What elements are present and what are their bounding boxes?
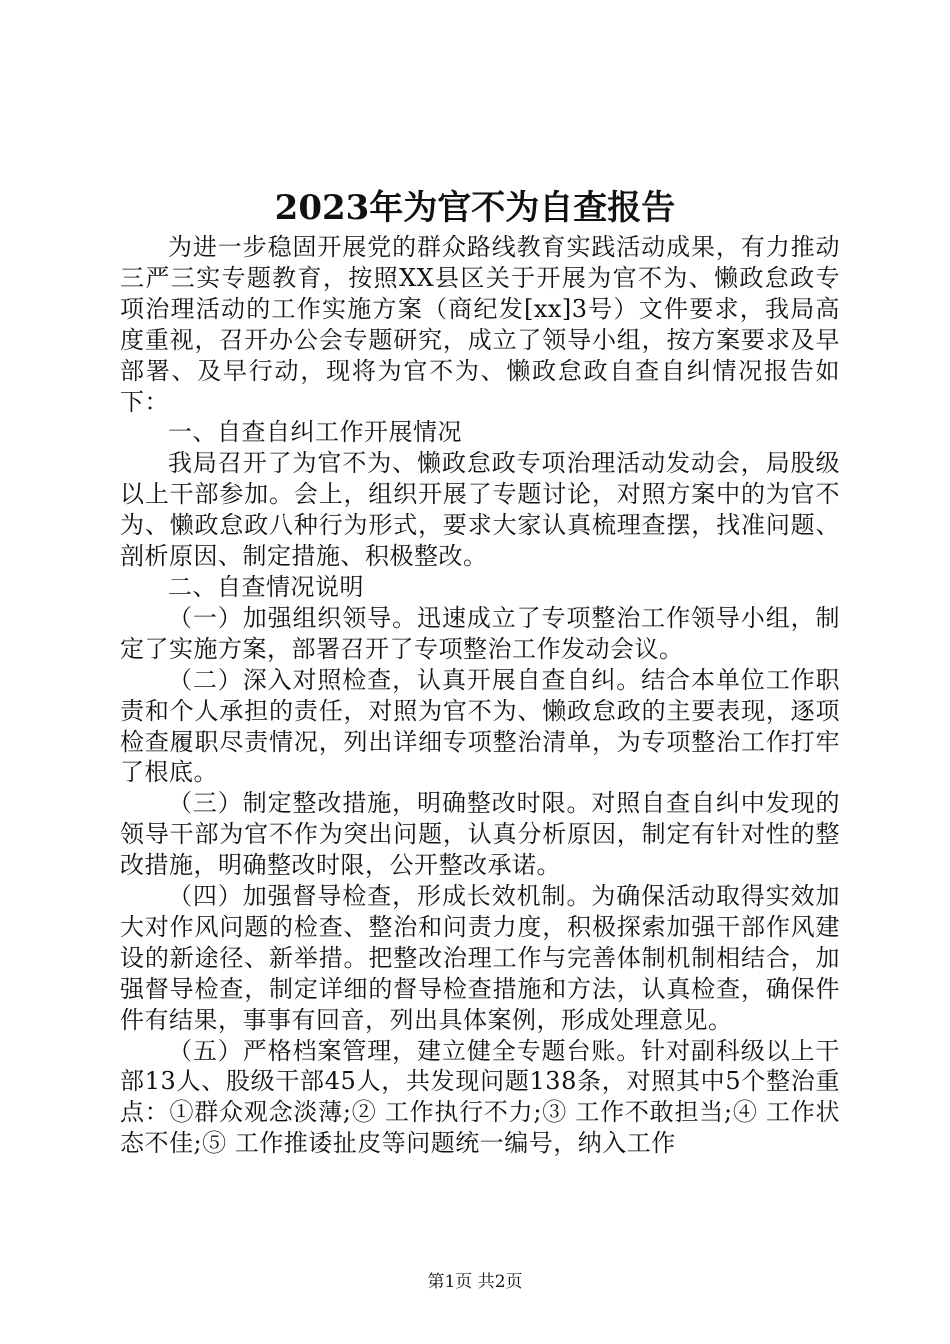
document-title: 2023年为官不为自查报告 xyxy=(274,188,676,228)
paragraph-item-5: （五）严格档案管理，建立健全专题台账。针对副科级以上干部13人、股级干部45人，共发现问题138条，对照其中5个整治重点：①群众观念淡薄;② 工作执行不力;③ 工作不敢担当;④ 工作状态不佳;⑤ 工作推诿扯皮等问题统一编号，纳入工作 xyxy=(120,1036,840,1158)
paragraph-item-1: （一）加强组织领导。迅速成立了专项整治工作领导小组，制定了实施方案，部署召开了专项整治工作发动会议。 xyxy=(120,603,840,663)
paragraph-intro: 为进一步稳固开展党的群众路线教育实践活动成果，有力推动三严三实专题教育，按照XX县区关于开展为官不为、懒政怠政专项治理活动的工作实施方案（商纪发[xx]3号）文件要求，我局高度重视，召开办公会专题研究，成立了领导小组，按方案要求及早部署、及早行动，现将为官不为、懒政怠政自查自纠情况报告如下： xyxy=(120,233,840,416)
document-body xyxy=(120,232,840,1159)
paragraph-item-2: （二）深入对照检查，认真开展自查自纠。结合本单位工作职责和个人承担的责任，对照为官不为、懒政怠政的主要表现，逐项检查履职尽责情况，列出详细专项整治清单，为专项整治工作打牢了根底。 xyxy=(120,665,840,787)
paragraph-item-3: （三）制定整改措施，明确整改时限。对照自查自纠中发现的领导干部为官不作为突出问题，认真分析原因，制定有针对性的整改措施，明确整改时限，公开整改承诺。 xyxy=(120,789,840,880)
page-number-footer: 第1页 共2页 xyxy=(427,1272,523,1292)
paragraph-item-4: （四）加强督导检查，形成长效机制。为确保活动取得实效加大对作风问题的检查、整治和问责力度，积极探索加强干部作风建设的新途径、新举措。把整改治理工作与完善体制机制相结合，加强督导检查，制定详细的督导检查措施和方法，认真检查，确保件件有结果，事事有回音，列出具体案例，形成处理意见。 xyxy=(120,882,840,1034)
section-heading-1: 一、自查自纠工作开展情况 xyxy=(168,418,462,447)
paragraph-section-1: 我局召开了为官不为、懒政怠政专项治理活动发动会，局股级以上干部参加。会上，组织开展了专题讨论，对照方案中的为官不为、懒政怠政八种行为形式，要求大家认真梳理查摆，找准问题、剖析原因、制定措施、积极整改。 xyxy=(120,449,840,571)
section-heading-2: 二、自查情况说明 xyxy=(168,572,364,601)
